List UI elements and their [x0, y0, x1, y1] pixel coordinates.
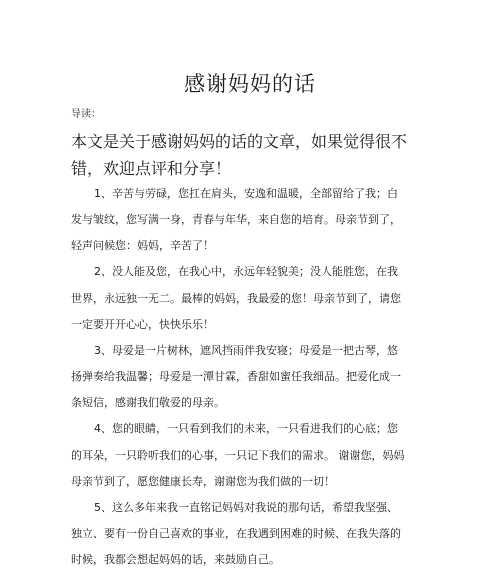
paragraph-1-line-1: 1、辛苦与劳碌，您扛在肩头，安逸和温暖，全部留给了我；白	[94, 187, 398, 200]
paragraph-2-line-1: 2、没人能及您，在我心中，永远年轻貌美；没人能胜您，在我	[94, 265, 398, 278]
paragraph-3-line-1: 3、母爱是一片树林，遮风挡雨伴我安寝；母爱是一把古琴，悠	[94, 344, 398, 357]
paragraph-2-line-3: 一定要开开心心，快快乐乐！	[71, 318, 214, 331]
paragraph-4-line-1: 4、您的眼睛，一只看到我们的未来，一只看进我们的心底；您	[94, 422, 398, 435]
paragraph-3-line-3: 条短信，感谢我们敬爱的母亲。	[71, 396, 225, 409]
paragraph-5-line-3: 时候，我都会想起妈妈的话，来鼓励自己。	[71, 553, 280, 566]
paragraph-4-line-3: 母亲节到了，愿您健康长寿，谢谢您为我们做的一切！	[71, 475, 335, 488]
intro-label: 导读：	[71, 109, 101, 120]
intro-text: 本文是关于感谢妈妈的话的文章，如果觉得很不错，欢迎点评和分享！	[71, 132, 408, 178]
paragraph-5-line-1: 5、这么多年来我一直铭记妈妈对我说的那句话，希望我坚强、	[94, 501, 398, 514]
paragraph-5-line-2: 独立、要有一份自己喜欢的事业，在我遇到困难的时候、在我失落的	[71, 527, 401, 540]
paragraph-2-line-2: 世界，永远独一无二。最棒的妈妈，我最爱的您！母亲节到了，请您	[71, 292, 401, 305]
paragraph-3-line-2: 扬弹奏给我温馨；母爱是一潭甘霖，香甜如蜜任我细品。把爱化成一	[71, 370, 401, 383]
paragraph-1-line-3: 轻声问候您：妈妈，辛苦了！	[71, 239, 214, 252]
page-title: 感谢妈妈的话	[184, 72, 316, 96]
paragraph-1-line-2: 发与皱纹，您写满一身，青春与年华，来自您的培育。母亲节到了，	[71, 213, 401, 226]
paragraph-4-line-2: 的耳朵，一只聆听我们的心事，一只记下我们的需求。 谢谢您，妈妈	[71, 449, 405, 462]
